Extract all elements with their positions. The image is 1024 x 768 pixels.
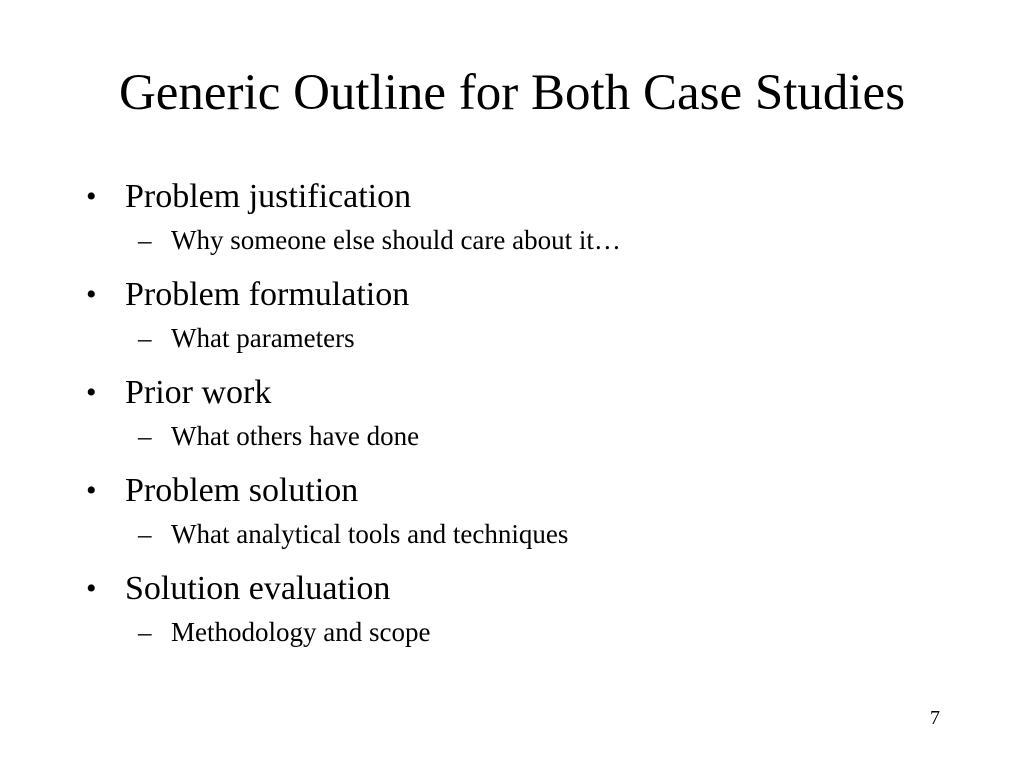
sub-bullet-label: Methodology and scope (171, 617, 431, 647)
main-bullet-label: Problem solution (125, 472, 359, 509)
sub-bullet-row (86, 220, 986, 272)
sub-bullet-row (86, 416, 986, 468)
sub-bullet-row (86, 318, 986, 370)
sub-bullet-label: What analytical tools and techniques (171, 519, 569, 549)
main-bullet-row (86, 174, 986, 220)
sub-bullet-row (86, 612, 986, 664)
bullet-icon: • (86, 180, 97, 213)
main-bullet-label: Problem justification (125, 178, 412, 215)
dash-icon: – (138, 323, 152, 353)
main-bullet-label: Prior work (125, 374, 272, 411)
bullet-icon: • (86, 474, 97, 507)
sub-bullet-row (86, 514, 986, 566)
dash-icon: – (138, 421, 152, 451)
sub-bullet-label: What parameters (171, 323, 355, 353)
outline-item-problem-formulation (86, 272, 986, 370)
main-bullet-row (86, 566, 986, 612)
main-bullet-label: Solution evaluation (125, 570, 391, 607)
page-number: 7 (930, 707, 940, 729)
outline-item-problem-justification (86, 174, 986, 272)
outline-item-prior-work (86, 370, 986, 468)
slide-title: Generic Outline for Both Case Studies (118, 65, 906, 121)
main-bullet-row (86, 272, 986, 318)
outline-list (86, 174, 986, 664)
sub-bullet-label: What others have done (171, 421, 420, 451)
main-bullet-label: Problem formulation (125, 276, 410, 313)
bullet-icon: • (86, 278, 97, 311)
bullet-icon: • (86, 376, 97, 409)
main-bullet-row (86, 370, 986, 416)
main-bullet-row (86, 468, 986, 514)
dash-icon: – (138, 617, 152, 647)
outline-item-solution-evaluation (86, 566, 986, 664)
outline-item-problem-solution (86, 468, 986, 566)
bullet-icon: • (86, 572, 97, 605)
dash-icon: – (138, 519, 152, 549)
sub-bullet-label: Why someone else should care about it… (171, 225, 621, 255)
dash-icon: – (138, 225, 152, 255)
